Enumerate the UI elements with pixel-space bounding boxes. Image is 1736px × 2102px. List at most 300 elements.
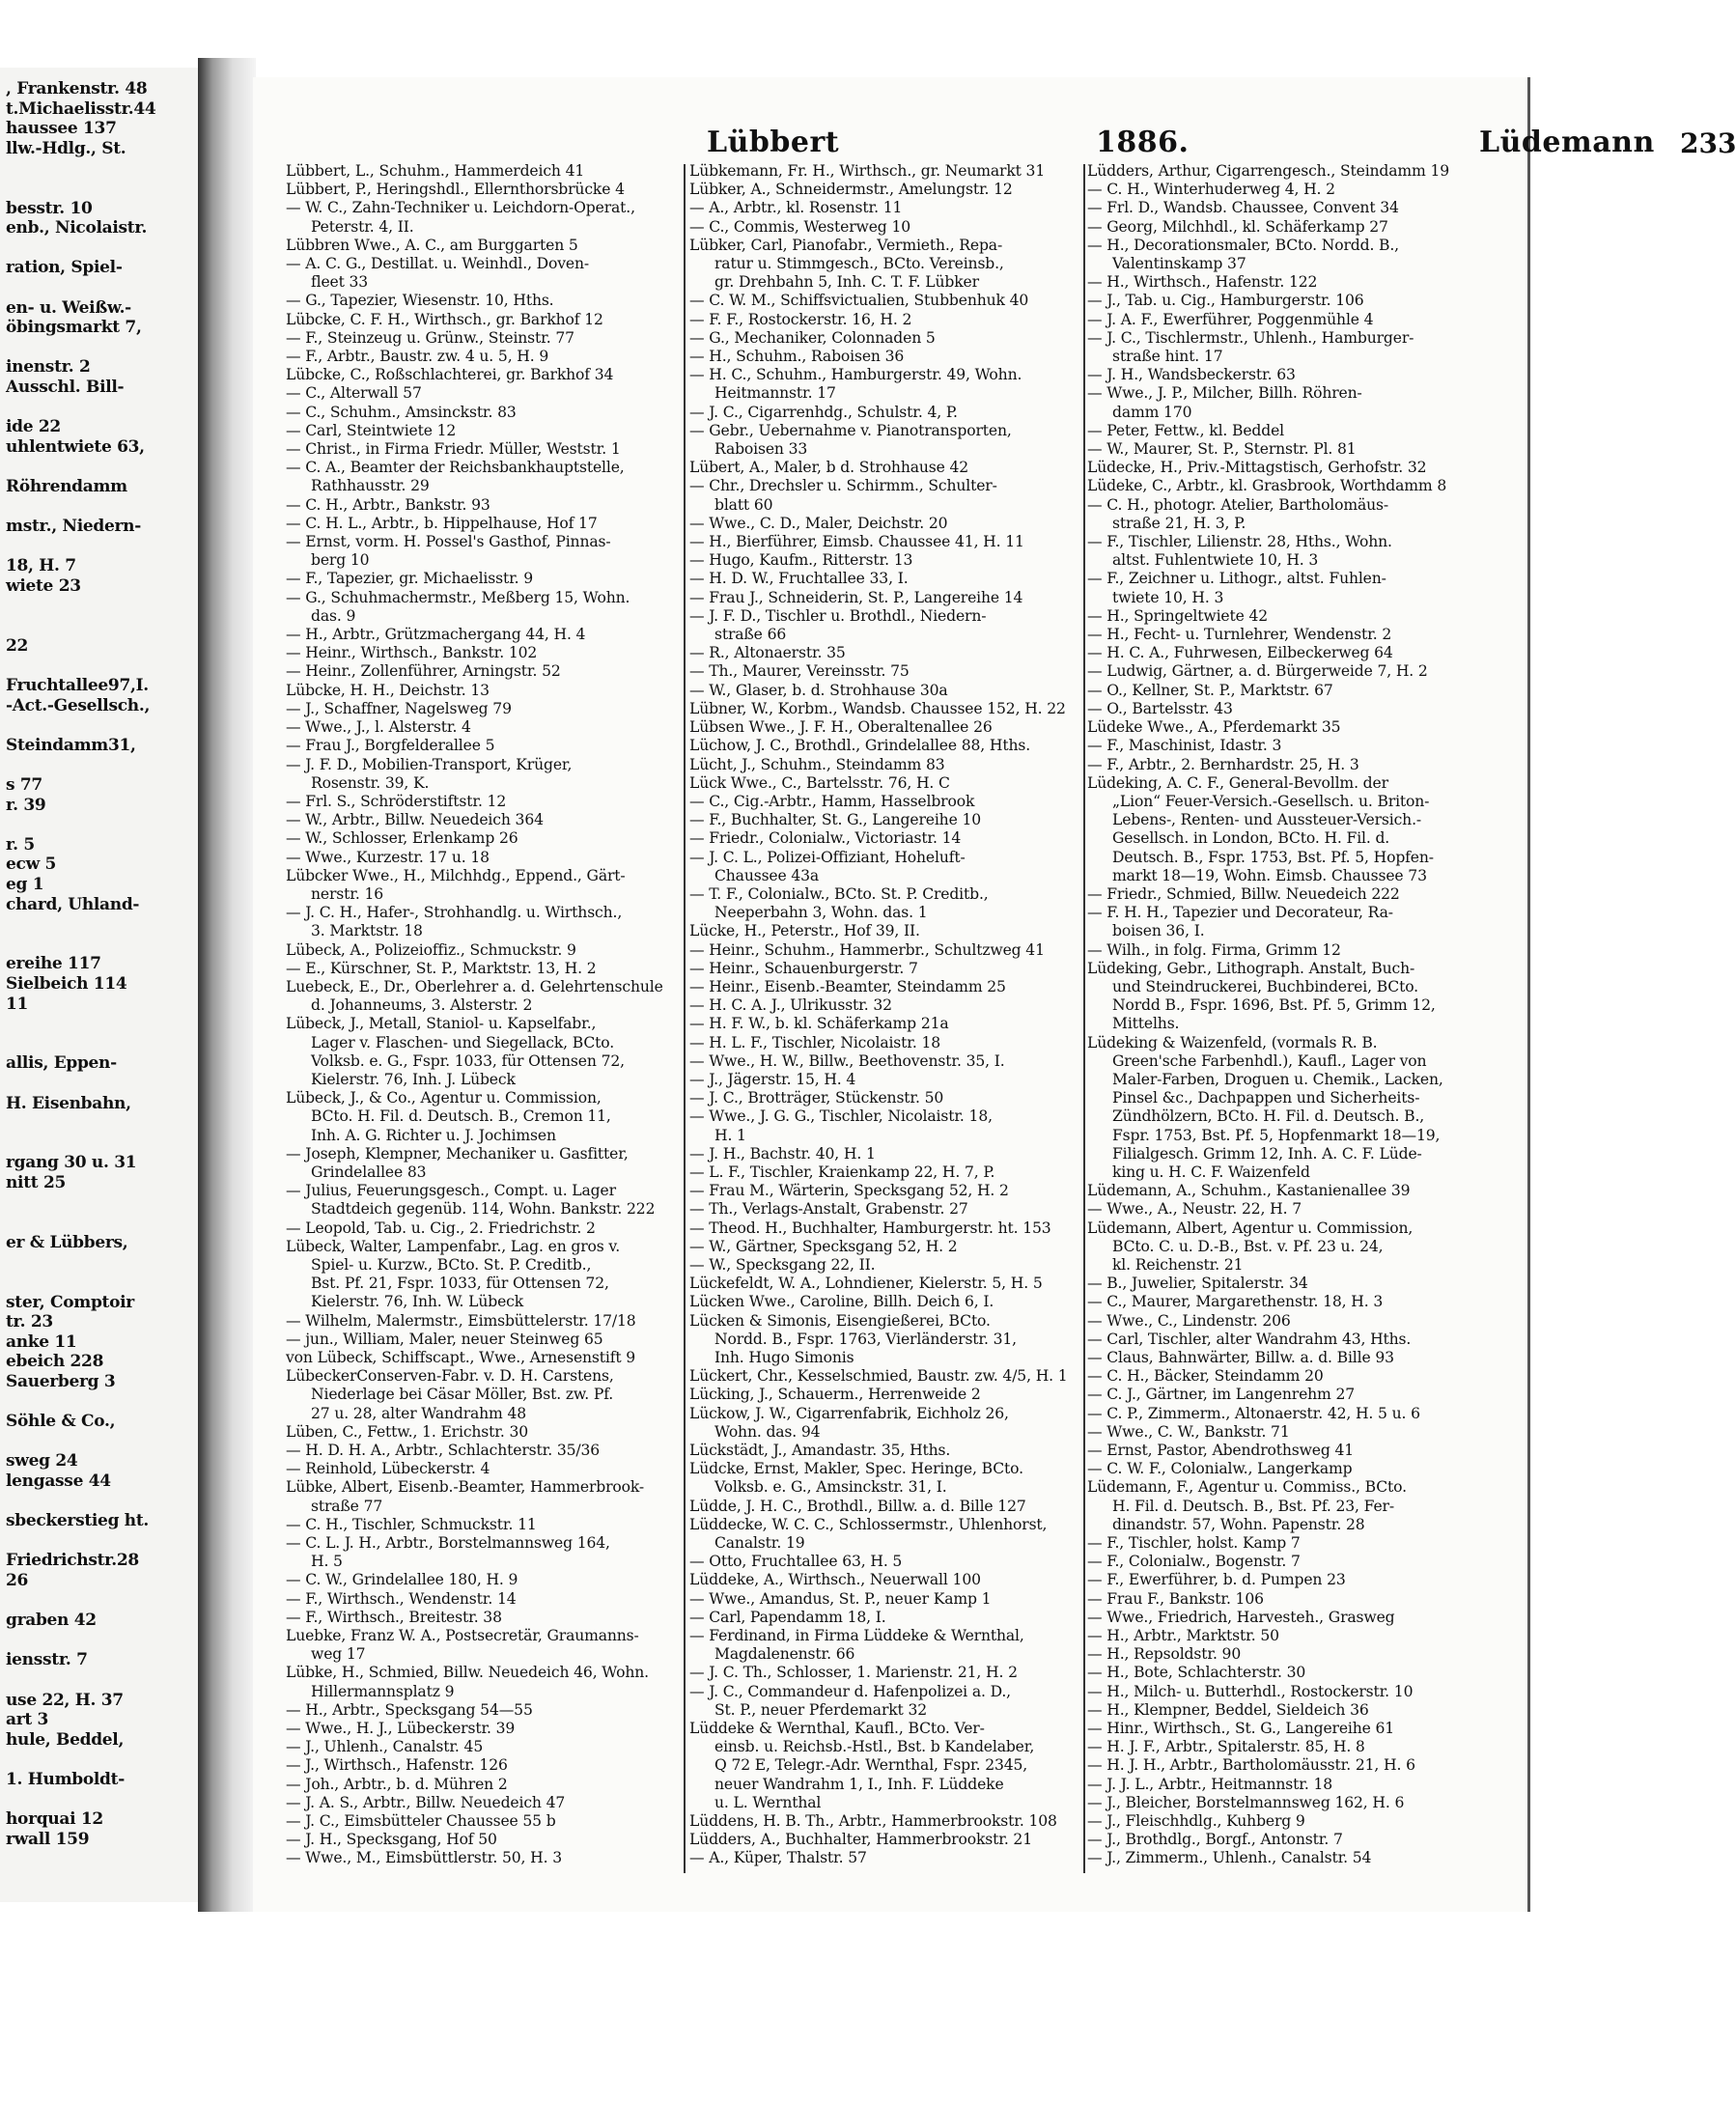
previous-page-line: ecw 5 bbox=[6, 855, 57, 875]
directory-entry: — F., Wirthsch., Wendenstr. 14 bbox=[286, 1589, 517, 1608]
directory-entry: — Carl, Steintwiete 12 bbox=[286, 421, 457, 439]
directory-entry: Grindelallee 83 bbox=[311, 1163, 427, 1181]
directory-entry: Kielerstr. 76, Inh. W. Lübeck bbox=[311, 1293, 524, 1311]
directory-entry: berg 10 bbox=[311, 551, 370, 570]
directory-entry: — F., Colonialw., Bogenstr. 7 bbox=[1087, 1553, 1301, 1571]
directory-entry: Lüdde, J. H. C., Brothdl., Billw. a. d. Bille 127 bbox=[689, 1497, 1026, 1515]
directory-entry: Lübbert, L., Schuhm., Hammerdeich 41 bbox=[286, 162, 585, 180]
directory-entry: — Wwe., J., l. Alsterstr. 4 bbox=[286, 718, 471, 737]
book-gutter bbox=[198, 58, 256, 1912]
directory-entry: Lüdeking & Waizenfeld, (vormals R. B. bbox=[1087, 1033, 1378, 1051]
previous-page-line: er & Lübbers, bbox=[6, 1232, 128, 1252]
directory-entry: 3. Marktstr. 18 bbox=[311, 922, 423, 940]
directory-entry: — O., Bartelsstr. 43 bbox=[1087, 699, 1233, 717]
directory-entry: Lübker, A., Schneidermstr., Amelungstr. 12 bbox=[689, 181, 1013, 199]
directory-entry: twiete 10, H. 3 bbox=[1112, 588, 1224, 606]
directory-entry: — W., Maurer, St. P., Sternstr. Pl. 81 bbox=[1087, 440, 1357, 459]
directory-entry: Lüdemann, Albert, Agentur u. Commission, bbox=[1087, 1219, 1414, 1237]
directory-entry: BCto. H. Fil. d. Deutsch. B., Cremon 11, bbox=[311, 1107, 611, 1126]
directory-entry: Luebke, Franz W. A., Postsecretär, Graumanns- bbox=[286, 1627, 639, 1645]
directory-entry: Chaussee 43a bbox=[714, 866, 820, 884]
directory-entry: Lüddens, H. B. Th., Arbtr., Hammerbrookstr. 108 bbox=[689, 1812, 1057, 1831]
previous-page-line: chard, Uhland- bbox=[6, 894, 140, 914]
directory-entry: — Joh., Arbtr., b. d. Mühren 2 bbox=[286, 1775, 508, 1793]
directory-entry: gr. Drehbahn 5, Inh. C. T. F. Lübker bbox=[714, 273, 979, 292]
directory-entry: — Leopold, Tab. u. Cig., 2. Friedrichstr. 2 bbox=[286, 1219, 596, 1237]
directory-entry: nerstr. 16 bbox=[311, 884, 383, 903]
directory-entry: altst. Fuhlentwiete 10, H. 3 bbox=[1112, 551, 1319, 570]
directory-entry: ratur u. Stimmgesch., BCto. Vereinsb., bbox=[714, 255, 1004, 273]
directory-entry: — Carl, Tischler, alter Wandrahm 43, Hths. bbox=[1087, 1330, 1412, 1348]
previous-page-line: 26 bbox=[6, 1571, 29, 1590]
directory-entry: Lübeck, J., & Co., Agentur u. Commission, bbox=[286, 1089, 602, 1107]
directory-entry: Lückow, J. W., Cigarrenfabrik, Eichholz 26, bbox=[689, 1404, 1009, 1422]
directory-entry: Lübkemann, Fr. H., Wirthsch., gr. Neumarkt 31 bbox=[689, 162, 1046, 180]
previous-page-line: 11 bbox=[6, 994, 29, 1014]
directory-entry: — J. C. Th., Schlosser, 1. Marienstr. 21, H. 2 bbox=[689, 1664, 1018, 1682]
directory-entry: — A. C. G., Destillat. u. Weinhdl., Doven- bbox=[286, 255, 590, 273]
directory-entry: d. Johanneums, 3. Alsterstr. 2 bbox=[311, 996, 533, 1015]
directory-entry: Gesellsch. in London, BCto. H. Fil. d. bbox=[1112, 829, 1390, 848]
directory-entry: Lüdeke Wwe., A., Pferdemarkt 35 bbox=[1087, 718, 1341, 737]
page-number: 233 bbox=[1680, 127, 1736, 159]
directory-entry: — Friedr., Schmied, Billw. Neuedeich 222 bbox=[1087, 884, 1400, 903]
directory-entry: — C., Alterwall 57 bbox=[286, 384, 422, 403]
directory-entry: — Joseph, Klempner, Mechaniker u. Gasfitter, bbox=[286, 1144, 629, 1163]
directory-entry: Lübcker Wwe., H., Milchhdg., Eppend., Gärt- bbox=[286, 866, 626, 884]
directory-entry: Lübcke, H. H., Deichstr. 13 bbox=[286, 681, 490, 699]
directory-entry: — W., Gärtner, Specksgang 52, H. 2 bbox=[689, 1237, 958, 1255]
previous-page-line: 1. Humboldt- bbox=[6, 1770, 125, 1789]
directory-entry: Lüdecke, H., Priv.-Mittagstisch, Gerhofstr. 32 bbox=[1087, 459, 1427, 477]
directory-entry: — Wwe., J. P., Milcher, Billh. Röhren- bbox=[1087, 384, 1362, 403]
directory-entry: — F., Wirthsch., Breitestr. 38 bbox=[286, 1608, 502, 1626]
directory-entry: — C., Schuhm., Amsinckstr. 83 bbox=[286, 403, 517, 421]
directory-entry: — F. H. H., Tapezier und Decorateur, Ra- bbox=[1087, 904, 1393, 922]
directory-entry: — R., Altonaerstr. 35 bbox=[689, 644, 846, 662]
directory-entry: — Frau M., Wärterin, Specksgang 52, H. 2 bbox=[689, 1182, 1009, 1200]
directory-entry: Lübert, A., Maler, b d. Strohhause 42 bbox=[689, 459, 969, 477]
directory-entry: — Heinr., Schuhm., Hammerbr., Schultzweg 41 bbox=[689, 940, 1045, 959]
previous-page-line: rgang 30 u. 31 bbox=[6, 1153, 137, 1173]
directory-entry: — H. D. W., Fruchtallee 33, I. bbox=[689, 570, 909, 588]
directory-entry: — H. F. W., b. kl. Schäferkamp 21a bbox=[689, 1015, 949, 1033]
directory-entry: Lübsen Wwe., J. F. H., Oberaltenallee 26 bbox=[689, 718, 993, 737]
column-2 bbox=[689, 162, 1083, 1873]
previous-page-line: graben 42 bbox=[6, 1611, 97, 1631]
directory-entry: Neeperbahn 3, Wohn. das. 1 bbox=[714, 904, 928, 922]
directory-entry: — J., Wirthsch., Hafenstr. 126 bbox=[286, 1756, 508, 1775]
directory-entry: — Frl. D., Wandsb. Chaussee, Convent 34 bbox=[1087, 199, 1399, 217]
directory-entry: — Th., Verlags-Anstalt, Grabenstr. 27 bbox=[689, 1200, 968, 1219]
previous-page-line: H. Eisenbahn, bbox=[6, 1093, 131, 1113]
directory-entry: — Wwe., A., Neustr. 22, H. 7 bbox=[1087, 1200, 1302, 1219]
directory-entry: — Peter, Fettw., kl. Beddel bbox=[1087, 421, 1284, 439]
directory-entry: — H., Klempner, Beddel, Sieldeich 36 bbox=[1087, 1700, 1369, 1719]
directory-entry: — J. F. D., Mobilien-Transport, Krüger, bbox=[286, 755, 573, 773]
previous-page-line: Söhle & Co., bbox=[6, 1412, 116, 1432]
directory-entry: Deutsch. B., Fspr. 1753, Bst. Pf. 5, Hopfen- bbox=[1112, 848, 1434, 866]
directory-entry: Lübbert, P., Heringshdl., Ellernthorsbrücke 4 bbox=[286, 181, 625, 199]
directory-entry: — Heinr., Schauenburgerstr. 7 bbox=[689, 959, 918, 977]
previous-page-line: besstr. 10 bbox=[6, 198, 93, 218]
directory-entry: — L. F., Tischler, Kraienkamp 22, H. 7, P. bbox=[689, 1163, 995, 1181]
directory-entry: Lücken Wwe., Caroline, Billh. Deich 6, I. bbox=[689, 1293, 994, 1311]
directory-entry: Rosenstr. 39, K. bbox=[311, 773, 430, 792]
directory-entry: Lüdcke, Ernst, Makler, Spec. Heringe, BCto. bbox=[689, 1460, 1023, 1478]
directory-entry: — G., Mechaniker, Colonnaden 5 bbox=[689, 328, 936, 347]
directory-entry: straße 66 bbox=[714, 626, 787, 644]
directory-entry: Lübeck, Walter, Lampenfabr., Lag. en gros v. bbox=[286, 1237, 621, 1255]
directory-entry: — Wwe., H. W., Billw., Beethovenstr. 35, I. bbox=[689, 1051, 1005, 1070]
directory-entry: — Wwe., C. D., Maler, Deichstr. 20 bbox=[689, 514, 948, 532]
directory-entry: — C., Cig.-Arbtr., Hamm, Hasselbrook bbox=[689, 792, 975, 810]
directory-entry: Lück Wwe., C., Bartelsstr. 76, H. C bbox=[689, 773, 950, 792]
running-head-left: Lübbert bbox=[707, 126, 840, 159]
previous-page-line: nitt 25 bbox=[6, 1173, 66, 1192]
directory-entry: — H., Fecht- u. Turnlehrer, Wendenstr. 2 bbox=[1087, 626, 1392, 644]
directory-entry: — jun., William, Maler, neuer Steinweg 65 bbox=[286, 1330, 603, 1348]
previous-page-line: wiete 23 bbox=[6, 576, 81, 596]
directory-entry: Peterstr. 4, II. bbox=[311, 217, 414, 236]
directory-entry: — Chr., Drechsler u. Schirmm., Schulter- bbox=[689, 477, 997, 495]
directory-entry: — Ernst, Pastor, Abendrothsweg 41 bbox=[1087, 1442, 1355, 1460]
directory-entry: — C. H., photogr. Atelier, Bartholomäus- bbox=[1087, 495, 1389, 514]
directory-entry: — Georg, Milchhdl., kl. Schäferkamp 27 bbox=[1087, 217, 1388, 236]
directory-entry: — Wwe., Kurzestr. 17 u. 18 bbox=[286, 848, 490, 866]
directory-entry: H. Fil. d. Deutsch. B., Bst. Pf. 23, Fer- bbox=[1112, 1497, 1394, 1515]
directory-entry: — F., Zeichner u. Lithogr., altst. Fuhlen- bbox=[1087, 570, 1386, 588]
directory-entry: — Ernst, vorm. H. Possel's Gasthof, Pinnas- bbox=[286, 533, 611, 551]
directory-entry: — C. P., Zimmerm., Altonaerstr. 42, H. 5 u. 6 bbox=[1087, 1404, 1420, 1422]
directory-entry: u. L. Wernthal bbox=[714, 1793, 822, 1811]
directory-entry: — Heinr., Wirthsch., Bankstr. 102 bbox=[286, 644, 538, 662]
directory-entry: — J. C., Cigarrenhdg., Schulstr. 4, P. bbox=[689, 403, 958, 421]
directory-entry: straße 77 bbox=[311, 1497, 383, 1515]
previous-page-line: ebeich 228 bbox=[6, 1352, 104, 1372]
directory-entry: das. 9 bbox=[311, 606, 356, 625]
directory-entry: — W. C., Zahn-Techniker u. Leichdorn-Operat., bbox=[286, 199, 635, 217]
directory-entry: — Wwe., J. G. G., Tischler, Nicolaistr. 18, bbox=[689, 1107, 993, 1126]
directory-entry: — H., Milch- u. Butterhdl., Rostockerstr. 10 bbox=[1087, 1682, 1414, 1700]
directory-entry: — C. H., Arbtr., Bankstr. 93 bbox=[286, 495, 490, 514]
directory-entry: — Frau J., Borgfelderallee 5 bbox=[286, 737, 495, 755]
directory-entry: — Ferdinand, in Firma Lüddeke & Wernthal, bbox=[689, 1627, 1024, 1645]
directory-entry: Lübker, Carl, Pianofabr., Vermieth., Repa- bbox=[689, 236, 1003, 254]
directory-entry: BCto. C. u. D.-B., Bst. v. Pf. 23 u. 24, bbox=[1112, 1237, 1384, 1255]
directory-entry: — Claus, Bahnwärter, Billw. a. d. Bille 93 bbox=[1087, 1349, 1394, 1366]
directory-entry: — H. C., Schuhm., Hamburgerstr. 49, Wohn. bbox=[689, 366, 1022, 384]
column-1 bbox=[286, 162, 684, 1873]
previous-page-line: , Frankenstr. 48 bbox=[6, 79, 148, 98]
directory-entry: Magdalenenstr. 66 bbox=[714, 1645, 855, 1664]
directory-entry: Lübbren Wwe., A. C., am Burggarten 5 bbox=[286, 236, 578, 254]
directory-entry: LübeckerConserven-Fabr. v. D. H. Carstens, bbox=[286, 1367, 614, 1386]
directory-entry: Stadtdeich gegenüb. 114, Wohn. Bankstr. 222 bbox=[311, 1200, 656, 1219]
directory-entry: Spiel- u. Kurzw., BCto. St. P. Creditb., bbox=[311, 1255, 592, 1274]
previous-page-line: en- u. Weißw.- bbox=[6, 297, 131, 318]
directory-entry: straße hint. 17 bbox=[1112, 348, 1223, 366]
previous-page-line: lengasse 44 bbox=[6, 1471, 111, 1491]
directory-entry: Lübke, Albert, Eisenb.-Beamter, Hammerbrook- bbox=[286, 1478, 645, 1497]
directory-entry: Canalstr. 19 bbox=[714, 1534, 805, 1553]
previous-page-line: iensstr. 7 bbox=[6, 1650, 88, 1670]
directory-entry: — H. J. H., Arbtr., Bartholomäusstr. 21, H. 6 bbox=[1087, 1756, 1415, 1775]
previous-page-line: allis, Eppen- bbox=[6, 1053, 117, 1074]
directory-entry: Lübeck, J., Metall, Staniol- u. Kapselfabr., bbox=[286, 1015, 597, 1033]
directory-entry: Lüddecke, W. C. C., Schlossermstr., Uhlenhorst, bbox=[689, 1515, 1048, 1533]
previous-page-line: 22 bbox=[6, 635, 29, 656]
directory-entry: Lager v. Flaschen- und Siegellack, BCto. bbox=[311, 1033, 615, 1051]
directory-entry: boisen 36, I. bbox=[1112, 922, 1205, 940]
previous-page-line: rwall 159 bbox=[6, 1829, 90, 1849]
directory-entry: Lebens-, Renten- und Aussteuer-Versich.- bbox=[1112, 811, 1421, 829]
directory-entry: — J. H., Wandsbeckerstr. 63 bbox=[1087, 366, 1296, 384]
directory-entry: — O., Kellner, St. P., Marktstr. 67 bbox=[1087, 681, 1333, 699]
directory-entry: Hillermannsplatz 9 bbox=[311, 1682, 455, 1700]
previous-page-line: eg 1 bbox=[6, 875, 44, 894]
directory-entry: — J., Bleicher, Borstelmannsweg 162, H. 6 bbox=[1087, 1793, 1405, 1811]
directory-entry: Nordd B., Fspr. 1696, Bst. Pf. 5, Grimm 12, bbox=[1112, 996, 1436, 1015]
directory-entry: — C., Commis, Westerweg 10 bbox=[689, 217, 910, 236]
directory-entry: Lüchow, J. C., Brothdl., Grindelallee 88, Hths. bbox=[689, 737, 1031, 755]
directory-entry: — H., Arbtr., Marktstr. 50 bbox=[1087, 1627, 1279, 1645]
directory-entry: — Heinr., Eisenb.-Beamter, Steindamm 25 bbox=[689, 977, 1006, 995]
directory-entry: Lübeck, A., Polizeioffiz., Schmuckstr. 9 bbox=[286, 940, 576, 959]
column-rule bbox=[684, 164, 686, 1873]
directory-entry: blatt 60 bbox=[714, 495, 773, 514]
previous-page-line: t.Michaelisstr.44 bbox=[6, 98, 156, 119]
directory-entry: king u. H. C. F. Waizenfeld bbox=[1112, 1163, 1310, 1181]
directory-entry: Rathhausstr. 29 bbox=[311, 477, 430, 495]
previous-page-fragment bbox=[0, 68, 201, 1902]
directory-entry: Lübke, H., Schmied, Billw. Neuedeich 46, Wohn. bbox=[286, 1664, 649, 1682]
previous-page-line: inenstr. 2 bbox=[6, 357, 91, 378]
directory-entry: — H. J. F., Arbtr., Spitalerstr. 85, H. 8 bbox=[1087, 1738, 1365, 1756]
directory-entry: — F., Tapezier, gr. Michaelisstr. 9 bbox=[286, 570, 534, 588]
directory-entry: — Wilhelm, Malermstr., Eimsbüttelerstr. 17/18 bbox=[286, 1311, 636, 1330]
directory-entry: — C. W. M., Schiffsvictualien, Stubbenhuk 40 bbox=[689, 292, 1029, 310]
directory-entry: Lüdders, A., Buchhalter, Hammerbrookstr. 21 bbox=[689, 1831, 1032, 1849]
directory-entry: — Hinr., Wirthsch., St. G., Langereihe 61 bbox=[1087, 1720, 1395, 1738]
directory-entry: — Gebr., Uebernahme v. Pianotransporten, bbox=[689, 421, 1012, 439]
directory-entry: — H. L. F., Tischler, Nicolaistr. 18 bbox=[689, 1033, 941, 1051]
directory-entry: — Wwe., Friedrich, Harvesteh., Grasweg bbox=[1087, 1608, 1395, 1626]
previous-page-line: Röhrendamm bbox=[6, 477, 127, 496]
directory-entry: 27 u. 28, alter Wandrahm 48 bbox=[311, 1404, 527, 1422]
directory-entry: — Wilh., in folg. Firma, Grimm 12 bbox=[1087, 940, 1341, 959]
previous-page-line: anke 11 bbox=[6, 1331, 77, 1352]
directory-entry: Lücken & Simonis, Eisengießerei, BCto. bbox=[689, 1311, 991, 1330]
previous-page-line: ration, Spiel- bbox=[6, 258, 123, 278]
directory-entry: Lüdeking, Gebr., Lithograph. Anstalt, Buch- bbox=[1087, 959, 1415, 977]
directory-entry: — Wwe., M., Eimsbüttlerstr. 50, H. 3 bbox=[286, 1849, 562, 1867]
directory-entry: Lübcke, C. F. H., Wirthsch., gr. Barkhof 12 bbox=[286, 310, 603, 328]
previous-page-line: haussee 137 bbox=[6, 119, 117, 139]
directory-entry: — Wwe., Amandus, St. P., neuer Kamp 1 bbox=[689, 1589, 992, 1608]
directory-entry: — H. C. A., Fuhrwesen, Eilbeckerweg 64 bbox=[1087, 644, 1393, 662]
directory-entry: — F., Maschinist, Idastr. 3 bbox=[1087, 737, 1282, 755]
directory-entry: — Frl. S., Schröderstiftstr. 12 bbox=[286, 792, 507, 810]
previous-page-line: Steindamm31, bbox=[6, 735, 136, 755]
directory-entry: Volksb. e. G., Amsinckstr. 31, I. bbox=[714, 1478, 947, 1497]
directory-entry: — C. H., Bäcker, Steindamm 20 bbox=[1087, 1367, 1324, 1386]
directory-entry: straße 21, H. 3, P. bbox=[1112, 514, 1246, 532]
directory-entry: — Frau J., Schneiderin, St. P., Langereihe 14 bbox=[689, 588, 1023, 606]
directory-entry: Q 72 E, Telegr.-Adr. Wernthal, Fspr. 2345, bbox=[714, 1756, 1028, 1775]
column-3 bbox=[1087, 162, 1500, 1873]
directory-entry: — T. F., Colonialw., BCto. St. P. Creditb., bbox=[689, 884, 989, 903]
directory-entry: Lüdemann, F., Agentur u. Commiss., BCto. bbox=[1087, 1478, 1407, 1497]
previous-page-line: tr. 23 bbox=[6, 1312, 53, 1332]
previous-page-line: ide 22 bbox=[6, 417, 61, 437]
directory-entry: Lüdeke, C., Arbtr., kl. Grasbrook, Worthdamm 8 bbox=[1087, 477, 1447, 495]
directory-entry: Lübcke, C., Roßschlachterei, gr. Barkhof 34 bbox=[286, 366, 614, 384]
directory-entry: weg 17 bbox=[311, 1645, 366, 1664]
previous-page-line: use 22, H. 37 bbox=[6, 1690, 124, 1710]
directory-entry: — Wwe., C. W., Bankstr. 71 bbox=[1087, 1422, 1290, 1441]
directory-entry: — C. H., Winterhuderweg 4, H. 2 bbox=[1087, 181, 1335, 199]
directory-entry: Luebeck, E., Dr., Oberlehrer a. d. Gelehrtenschule bbox=[286, 977, 663, 995]
directory-entry: — J. H., Bachstr. 40, H. 1 bbox=[689, 1144, 876, 1163]
previous-page-line: llw.-Hdlg., St. bbox=[6, 138, 126, 158]
previous-page-line: enb., Nicolaistr. bbox=[6, 218, 148, 238]
directory-entry: Lüddeke & Wernthal, Kaufl., BCto. Ver- bbox=[689, 1720, 985, 1738]
directory-entry: Heitmannstr. 17 bbox=[714, 384, 836, 403]
directory-entry: — W., Specksgang 22, II. bbox=[689, 1255, 876, 1274]
directory-entry: — J. C., Commandeur d. Hafenpolizei a. D., bbox=[689, 1682, 1011, 1700]
running-head-year: 1886. bbox=[1096, 126, 1190, 159]
directory-entry: — J., Uhlenh., Canalstr. 45 bbox=[286, 1738, 484, 1756]
directory-entry: — B., Juwelier, Spitalerstr. 34 bbox=[1087, 1275, 1308, 1293]
previous-page-line: Sauerberg 3 bbox=[6, 1372, 116, 1391]
directory-entry: — H. C. A. J., Ulrikusstr. 32 bbox=[689, 996, 892, 1015]
previous-page-line: 18, H. 7 bbox=[6, 556, 76, 576]
directory-entry: Lüddeke, A., Wirthsch., Neuerwall 100 bbox=[689, 1571, 981, 1589]
previous-page-line: ster, Comptoir bbox=[6, 1292, 134, 1312]
directory-entry: — E., Kürschner, St. P., Marktstr. 13, H. 2 bbox=[286, 959, 597, 977]
directory-entry: — W., Schlosser, Erlenkamp 26 bbox=[286, 829, 518, 848]
directory-entry: Kielerstr. 76, Inh. J. Lübeck bbox=[311, 1070, 516, 1088]
directory-entry: — C. H. L., Arbtr., b. Hippelhause, Hof 17 bbox=[286, 514, 598, 532]
previous-page-line: öbingsmarkt 7, bbox=[6, 318, 142, 338]
directory-entry: — F. F., Rostockerstr. 16, H. 2 bbox=[689, 310, 912, 328]
directory-entry: — J., Fleischhdlg., Kuhberg 9 bbox=[1087, 1812, 1305, 1831]
directory-entry: Lückert, Chr., Kesselschmied, Baustr. zw. 4/5, H. 1 bbox=[689, 1367, 1068, 1386]
previous-page-line: hule, Beddel, bbox=[6, 1729, 125, 1750]
directory-entry: — J., Brothdlg., Borgf., Antonstr. 7 bbox=[1087, 1831, 1343, 1849]
directory-entry: H. 1 bbox=[714, 1126, 746, 1144]
directory-entry: — F., Ewerführer, b. d. Pumpen 23 bbox=[1087, 1571, 1346, 1589]
directory-entry: „Lion“ Feuer-Versich.-Gesellsch. u. Briton- bbox=[1112, 792, 1430, 810]
previous-page-line: sweg 24 bbox=[6, 1451, 78, 1471]
directory-entry: — H., Wirthsch., Hafenstr. 122 bbox=[1087, 273, 1318, 292]
directory-entry: — J., Jägerstr. 15, H. 4 bbox=[689, 1070, 856, 1088]
directory-entry: — Carl, Papendamm 18, I. bbox=[689, 1608, 886, 1626]
directory-entry: — Frau F., Bankstr. 106 bbox=[1087, 1589, 1264, 1608]
directory-entry: dinandstr. 57, Wohn. Papenstr. 28 bbox=[1112, 1515, 1365, 1533]
previous-page-line: Friedrichstr.28 bbox=[6, 1551, 139, 1571]
directory-entry: — J. C., Tischlermstr., Uhlenh., Hamburger- bbox=[1087, 328, 1414, 347]
previous-page-line: Ausschl. Bill- bbox=[6, 378, 125, 397]
directory-entry: — Christ., in Firma Friedr. Müller, Weststr. 1 bbox=[286, 440, 621, 459]
directory-entry: — F., Arbtr., Baustr. zw. 4 u. 5, H. 9 bbox=[286, 348, 549, 366]
directory-entry: — F., Steinzeug u. Grünw., Steinstr. 77 bbox=[286, 328, 574, 347]
column-rule bbox=[1083, 164, 1085, 1873]
directory-entry: — J., Zimmerm., Uhlenh., Canalstr. 54 bbox=[1087, 1849, 1372, 1867]
directory-entry: — C. J., Gärtner, im Langenrehm 27 bbox=[1087, 1386, 1356, 1404]
directory-entry: Lüdemann, A., Schuhm., Kastanienallee 39 bbox=[1087, 1182, 1411, 1200]
directory-entry: Lüdders, Arthur, Cigarrengesch., Steindamm 19 bbox=[1087, 162, 1450, 180]
directory-entry: — C. A., Beamter der Reichsbankhauptstelle, bbox=[286, 459, 625, 477]
directory-entry: Lüdeking, A. C. F., General-Bevollm. der bbox=[1087, 773, 1388, 792]
directory-entry: — J. C. H., Hafer-, Strohhandlg. u. Wirthsch., bbox=[286, 904, 623, 922]
directory-entry: fleet 33 bbox=[311, 273, 369, 292]
directory-entry: Raboisen 33 bbox=[714, 440, 808, 459]
directory-entry: — A., Küper, Thalstr. 57 bbox=[689, 1849, 867, 1867]
directory-entry: — H. D. H. A., Arbtr., Schlachterstr. 35/36 bbox=[286, 1442, 601, 1460]
directory-entry: — Heinr., Zollenführer, Arningstr. 52 bbox=[286, 662, 561, 681]
directory-entry: — J. F. D., Tischler u. Brothdl., Niedern- bbox=[689, 606, 987, 625]
directory-entry: Pinsel &c., Dachpappen und Sicherheits- bbox=[1112, 1089, 1420, 1107]
directory-entry: — Hugo, Kaufm., Ritterstr. 13 bbox=[689, 551, 913, 570]
directory-entry: — H., Arbtr., Specksgang 54—55 bbox=[286, 1700, 533, 1719]
directory-entry: neuer Wandrahm 1, I., Inh. F. Lüddeke bbox=[714, 1775, 1004, 1793]
directory-entry: Lücht, J., Schuhm., Steindamm 83 bbox=[689, 755, 945, 773]
directory-entry: — H., Repsoldstr. 90 bbox=[1087, 1645, 1242, 1664]
directory-entry: — C. W. F., Colonialw., Langerkamp bbox=[1087, 1460, 1353, 1478]
directory-entry: kl. Reichenstr. 21 bbox=[1112, 1255, 1244, 1274]
directory-entry: einsb. u. Reichsb.-Hstl., Bst. b Kandelaber, bbox=[714, 1738, 1035, 1756]
previous-page-line: Sielbeich 114 bbox=[6, 974, 127, 994]
directory-entry: — H., Arbtr., Grützmachergang 44, H. 4 bbox=[286, 626, 586, 644]
directory-entry: Green'sche Farbenhdl.), Kaufl., Lager von bbox=[1112, 1051, 1427, 1070]
directory-entry: — J., Tab. u. Cig., Hamburgerstr. 106 bbox=[1087, 292, 1364, 310]
directory-entry: Lübner, W., Korbm., Wandsb. Chaussee 152, H. 22 bbox=[689, 699, 1066, 717]
directory-entry: — J. C., Eimsbütteler Chaussee 55 b bbox=[286, 1812, 556, 1831]
previous-page-line: horquai 12 bbox=[6, 1809, 103, 1830]
previous-page-line: -Act.-Gesellsch., bbox=[6, 695, 151, 715]
directory-entry: Zündhölzern, BCto. H. Fil. d. Deutsch. B., bbox=[1112, 1107, 1425, 1126]
directory-entry: von Lübeck, Schiffscapt., Wwe., Arnesenstift 9 bbox=[286, 1349, 636, 1366]
directory-entry: Bst. Pf. 21, Fspr. 1033, für Ottensen 72, bbox=[311, 1275, 609, 1293]
directory-entry: — F., Arbtr., 2. Bernhardstr. 25, H. 3 bbox=[1087, 755, 1359, 773]
directory-entry: — W., Arbtr., Billw. Neuedeich 364 bbox=[286, 811, 544, 829]
directory-entry: — Theod. H., Buchhalter, Hamburgerstr. ht. 153 bbox=[689, 1219, 1051, 1237]
directory-entry: — J. C., Brotträger, Stückenstr. 50 bbox=[689, 1089, 944, 1107]
directory-entry: Filialgesch. Grimm 12, Inh. A. C. F. Lüde- bbox=[1112, 1144, 1422, 1163]
directory-entry: Inh. Hugo Simonis bbox=[714, 1349, 854, 1366]
previous-page-line: sbeckerstieg ht. bbox=[6, 1511, 150, 1531]
directory-entry: — W., Glaser, b. d. Strohhause 30a bbox=[689, 681, 948, 699]
directory-entry: markt 18—19, Wohn. Eimsb. Chaussee 73 bbox=[1112, 866, 1427, 884]
previous-page-line: s 77 bbox=[6, 775, 42, 795]
previous-page-line: mstr., Niedern- bbox=[6, 517, 141, 537]
directory-entry: Lückefeldt, W. A., Lohndiener, Kielerstr. 5, H. 5 bbox=[689, 1275, 1043, 1293]
directory-entry: Lückstädt, J., Amandastr. 35, Hths. bbox=[689, 1442, 951, 1460]
directory-entry: — H., Springeltwiete 42 bbox=[1087, 606, 1269, 625]
directory-entry: Fspr. 1753, Bst. Pf. 5, Hopfenmarkt 18—19, bbox=[1112, 1126, 1441, 1144]
directory-entry: — Otto, Fruchtallee 63, H. 5 bbox=[689, 1553, 903, 1571]
previous-page-line: art 3 bbox=[6, 1710, 49, 1730]
directory-entry: — G., Tapezier, Wiesenstr. 10, Hths. bbox=[286, 292, 554, 310]
directory-entry: Inh. A. G. Richter u. J. Jochimsen bbox=[311, 1126, 556, 1144]
directory-entry: — C., Maurer, Margarethenstr. 18, H. 3 bbox=[1087, 1293, 1384, 1311]
directory-entry: Mittelhs. bbox=[1112, 1015, 1180, 1033]
directory-entry: — Friedr., Colonialw., Victoriastr. 14 bbox=[689, 829, 962, 848]
directory-entry: Valentinskamp 37 bbox=[1112, 255, 1246, 273]
previous-page-line: uhlentwiete 63, bbox=[6, 436, 145, 457]
